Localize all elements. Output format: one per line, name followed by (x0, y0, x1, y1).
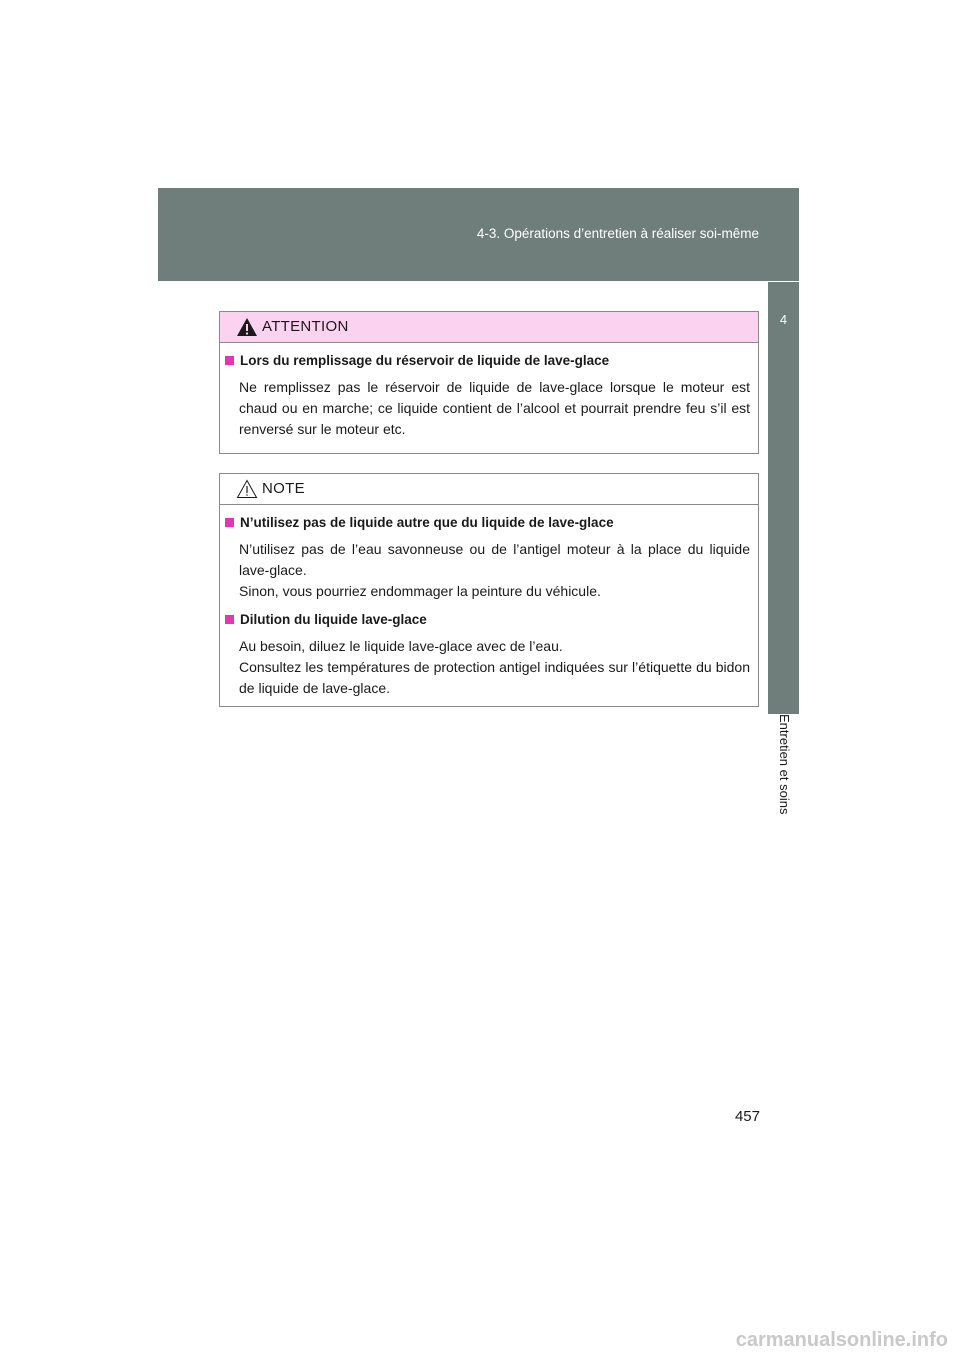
caution-header (220, 312, 758, 343)
chapter-title: Entretien et soins (776, 714, 792, 815)
caution-item-title (225, 353, 750, 368)
bullet-square-icon (225, 615, 234, 624)
chapter-title-vertical (768, 714, 799, 844)
caution-item-text: Ne remplissez pas le réservoir de liquide de lave-glace lorsque le moteur est chaud ou en marche; ce liquide contient de l’alcool et pourrait prendre feu s’il est renversé sur le moteur etc. (239, 379, 750, 437)
chapter-tab (768, 282, 799, 714)
watermark[interactable]: carmanualsonline.info (735, 1329, 948, 1351)
section-title: 4-3. Opérations d’entretien à réaliser soi-même (476, 226, 759, 241)
note-header (220, 474, 758, 505)
note-item-text: N’utilisez pas de l’eau savonneuse ou de l’antigel moteur à la place du liquide lave-glace. (239, 541, 750, 578)
header-band (158, 188, 799, 281)
warning-icon (236, 317, 258, 337)
page-number: 457 (734, 1108, 760, 1125)
chapter-number: 4 (779, 312, 788, 327)
note-item-title-text: Dilution du liquide lave-glace (240, 612, 427, 627)
caution-item-title-text: Lors du remplissage du réservoir de liquide de lave-glace (240, 353, 610, 368)
bullet-square-icon (225, 518, 234, 527)
caution-box (219, 311, 759, 454)
note-label: NOTE (262, 480, 305, 497)
note-item-text: Sinon, vous pourriez endommager la peinture du véhicule. (239, 583, 601, 599)
bullet-square-icon (225, 356, 234, 365)
note-item-title (225, 515, 750, 530)
note-box (219, 473, 759, 707)
note-item-text: Au besoin, diluez le liquide lave-glace avec de l’eau. (239, 638, 563, 654)
warning-outline-icon (236, 479, 258, 499)
note-item-text: Consultez les températures de protection antigel indiquées sur l’étiquette du bidon de liquide de lave-glace. (239, 659, 750, 696)
note-item-title (225, 612, 750, 627)
caution-label: ATTENTION (262, 318, 349, 335)
note-item-title-text: N’utilisez pas de liquide autre que du liquide de lave-glace (240, 515, 614, 530)
